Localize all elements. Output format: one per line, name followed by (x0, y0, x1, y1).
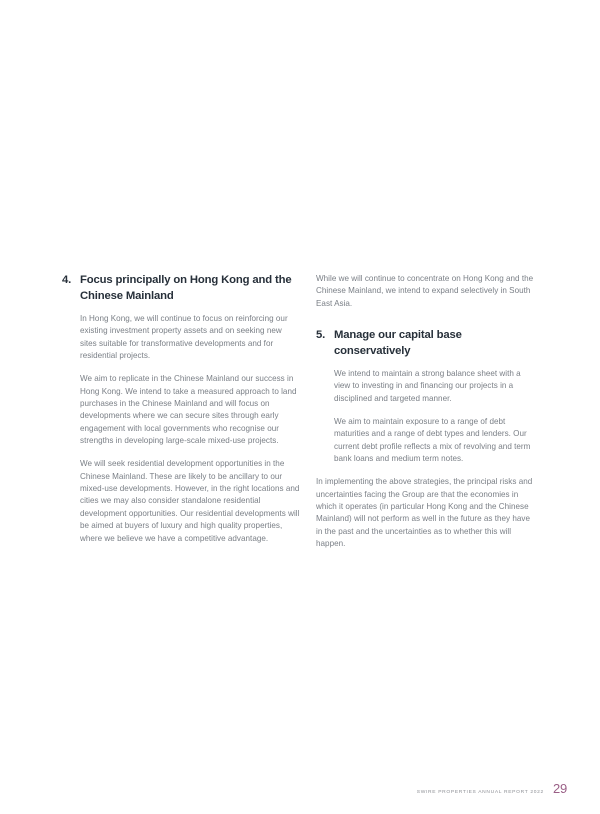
section-4-paragraph-3: We will seek residential development opportunities in the Chinese Mainland. These are likely to be ancillary to our mixed-use developments. However, in the right locations and cities we may also consider standalone residential development opportunities. Our residential developments will be aimed at buyers of luxury and high quality properties, where we believe we have a competitive advantage. (80, 459, 300, 543)
section-heading-4 (62, 273, 300, 304)
page-footer (417, 782, 567, 795)
section-title-4: Focus principally on Hong Kong and the Chinese Mainland (80, 274, 292, 302)
section-5-paragraph-1: We intend to maintain a strong balance sheet with a view to investing in and financing our projects in a disciplined and targeted manner. (334, 369, 521, 403)
right-column (300, 273, 538, 551)
section-heading-5 (316, 328, 538, 359)
left-column (62, 273, 300, 551)
section-5-paragraph-2: We aim to maintain exposure to a range of debt maturities and a range of debt types and lenders. Our current debt profile reflects a mix of revolving and term bank loans and medium term notes. (334, 417, 531, 464)
section-title-5: Manage our capital base conservatively (334, 329, 462, 357)
section-4-paragraph-2: We aim to replicate in the Chinese Mainland our success in Hong Kong. We intend to take a measured approach to land purchases in the Chinese Mainland and will focus on developments where we can secure sites through early engagement with local governments who recognise our strengths in developing large-scale mixed-use projects. (80, 374, 297, 446)
section-number-5: 5. (316, 329, 326, 342)
section-4-paragraph-1: In Hong Kong, we will continue to focus on reinforcing our existing investment property assets and on seeking new sites suitable for transformative developments and for residential projects. (80, 314, 288, 361)
right-column-intro-paragraph: While we will continue to concentrate on Hong Kong and the Chinese Mainland, we intend to expand selectively in South East Asia. (316, 274, 534, 308)
section-number-4: 4. (62, 274, 72, 286)
footer-report-label: SWIRE PROPERTIES ANNUAL REPORT 2022 (416, 790, 544, 795)
page-number: 29 (552, 781, 567, 796)
closing-paragraph: In implementing the above strategies, the principal risks and uncertainties facing the Group are that the economies in which it operates (in particular Hong Kong and the Chinese Mainland) will not perform as well in the future as they have in the past and the uncertainties as to whether this will happen. (316, 477, 533, 549)
two-column-content (62, 273, 538, 551)
